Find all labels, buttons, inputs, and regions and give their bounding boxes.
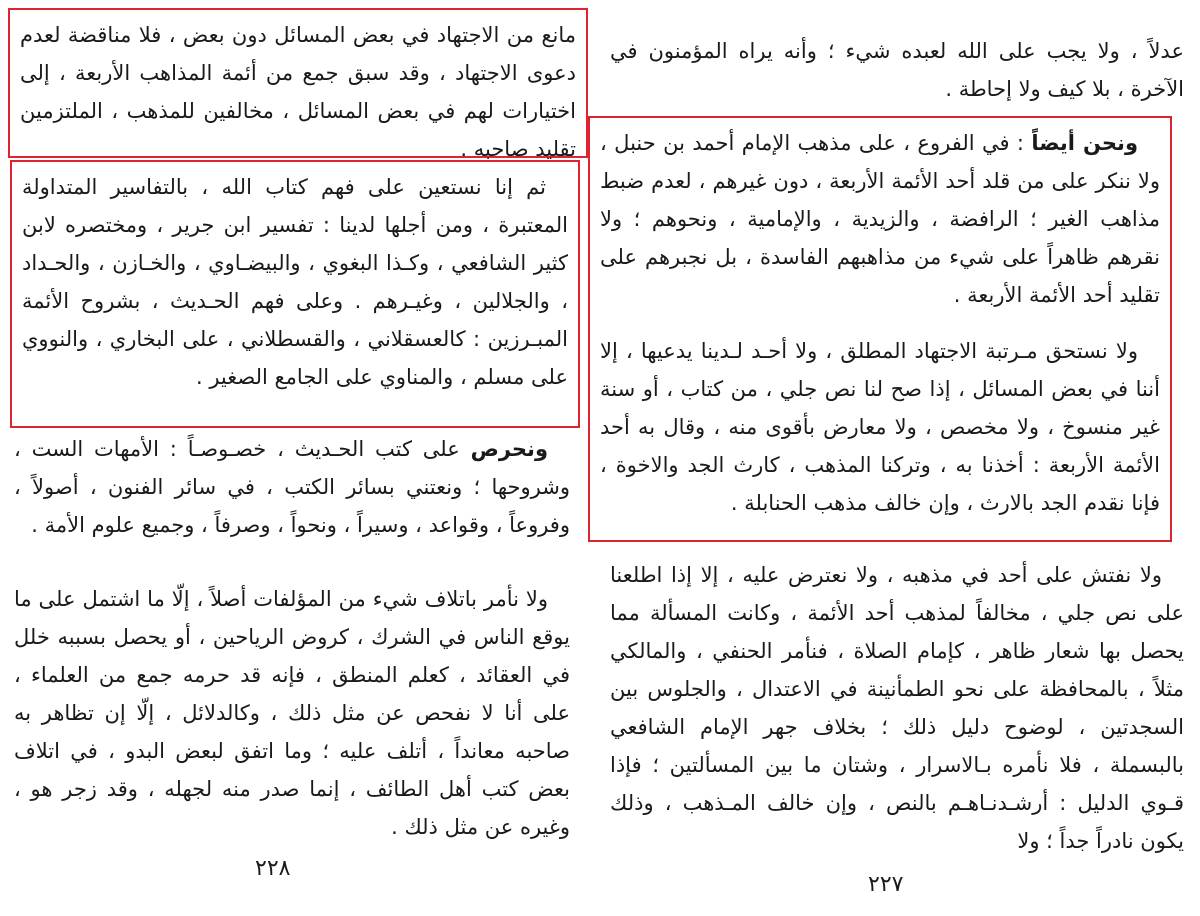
highlight-box-left-top[interactable] [8, 8, 588, 161]
paragraph-text: : في الفروع ، على مذهب الإمام أحمد بن حنبل ، ولا ننكر على من قلد أحد الأئمة الأربعة ، دون غيرهم ، لعدم ضبط مذاهب الغير ؛ الرافضة ، والزيدية ، والإمامية ، ونحوهم ؛ ولا نقرهم ظاهراً على شيء من مذاهبهم الفاسدة ، بل نجبرهم على تقليد أحد الأئمة الأربعة . [600, 131, 1160, 307]
paragraph-lead: ونحرص [470, 437, 548, 461]
paragraph: ولا نأمر باتلاف شيء من المؤلفات أصلاً ، إلّا ما اشتمل على ما يوقع الناس في الشرك ، كروض الرياحين ، أو يحصل بسببه خلل في العقائد ، كعلم المنطق ، فإنه قد حرمه جمع من العلماء ، على أنا لا نفحص عن مثل ذلك ، وكالدلائل ، إلّا إن تظاهر به صاحبه معانداً ، أتلف عليه ؛ وما اتفق لبعض البدو ، في اتلاف بعض كتب أهل الطائف ، إنما صدر منه لجهله ، وقد زجر هو ، وغيره عن مثل ذلك . [14, 587, 570, 839]
paragraph [600, 124, 1160, 314]
paragraph-lead: ونحن أيضاً [1031, 131, 1138, 155]
paragraph: ثم إنا نستعين على فهم كتاب الله ، بالتفاسير المتداولة المعتبرة ، ومن أجلها لدينا : تفسير ابن جرير ، ومختصره لابن كثير الشافعي ، وكـذا البغوي ، والبيضـاوي ، والخـازن ، والحـداد ، والجلالين ، وغيـرهم . وعلى فهم الحـديث ، بشروح الأئمة المبـرزين : كالعسقلاني ، والقسطلاني ، على البخاري ، والنووي على مسلم ، والمناوي على الجامع الصغير . [22, 175, 568, 389]
highlight-box-left-middle[interactable] [10, 160, 580, 428]
left-page [0, 0, 590, 916]
paragraph [14, 430, 570, 544]
paragraph: مانع من الاجتهاد في بعض المسائل دون بعض ، فلا مناقضة لعدم دعوى الاجتهاد ، وقد سبق جمع من أئمة المذاهب الأربعة ، إلى اختيارات لهم في بعض المسائل ، مخالفين للمذهب ، الملتزمين تقليد صاحبه . [20, 23, 576, 161]
page-number: ٢٢٨ [255, 856, 291, 881]
paragraph-text: على كتب الحـديث ، خصـوصـاً : الأمهات الست ، وشروحها ؛ ونعتني بسائر الكتب ، في سائر الفنون ، أصولاً ، وفروعاً ، وقواعد ، وسيراً ، ونحواً ، وصرفاً ، وجميع علوم الأمة . [14, 437, 570, 537]
highlight-box-right[interactable] [588, 116, 1172, 542]
paragraph: عدلاً ، ولا يجب على الله لعبده شيء ؛ وأنه يراه المؤمنون في الآخرة ، بلا كيف ولا إحاطة . [610, 39, 1184, 101]
paragraph: ولا نستحق مـرتبة الاجتهاد المطلق ، ولا أحـد لـدينا يدعيها ، إلا أننا في بعض المسائل ، إذا صح لنا نص جلي ، من كتاب ، أو سنة غير منسوخ ، ولا مخصص ، ولا معارض بأقوى منه ، وقال به أحد الأئمة الأربعة : أخذنا به ، وتركنا المذهب ، كارث الجد والاخوة ، فإنا نقدم الجد بالارث ، وإن خالف مذهب الحنابلة . [600, 339, 1160, 515]
paragraph: ولا نفتش على أحد في مذهبه ، ولا نعترض عليه ، إلا إذا اطلعنا على نص جلي ، مخالفاً لمذهب أحد الأئمة ، وكانت المسألة مما يحصل بها شعار ظاهر ، كإمام الصلاة ، فنأمر الحنفي ، والمالكي مثلاً ، بالمحافظة على نحو الطمأنينة في الاعتدال ، والجلوس بين السجدتين ، لوضوح دليل ذلك ؛ بخلاف جهر الإمام الشافعي بالبسملة ، فلا نأمره بـالاسرار ، وشتان ما بين المسألتين ؛ فإذا قـوي الدليل : أرشـدنـاهـم بالنص ، وإن خالف المـذهب ، وذلك يكون نادراً جداً ؛ ولا [610, 563, 1184, 853]
page-number: ٢٢٧ [868, 872, 904, 897]
right-page [596, 0, 1200, 916]
